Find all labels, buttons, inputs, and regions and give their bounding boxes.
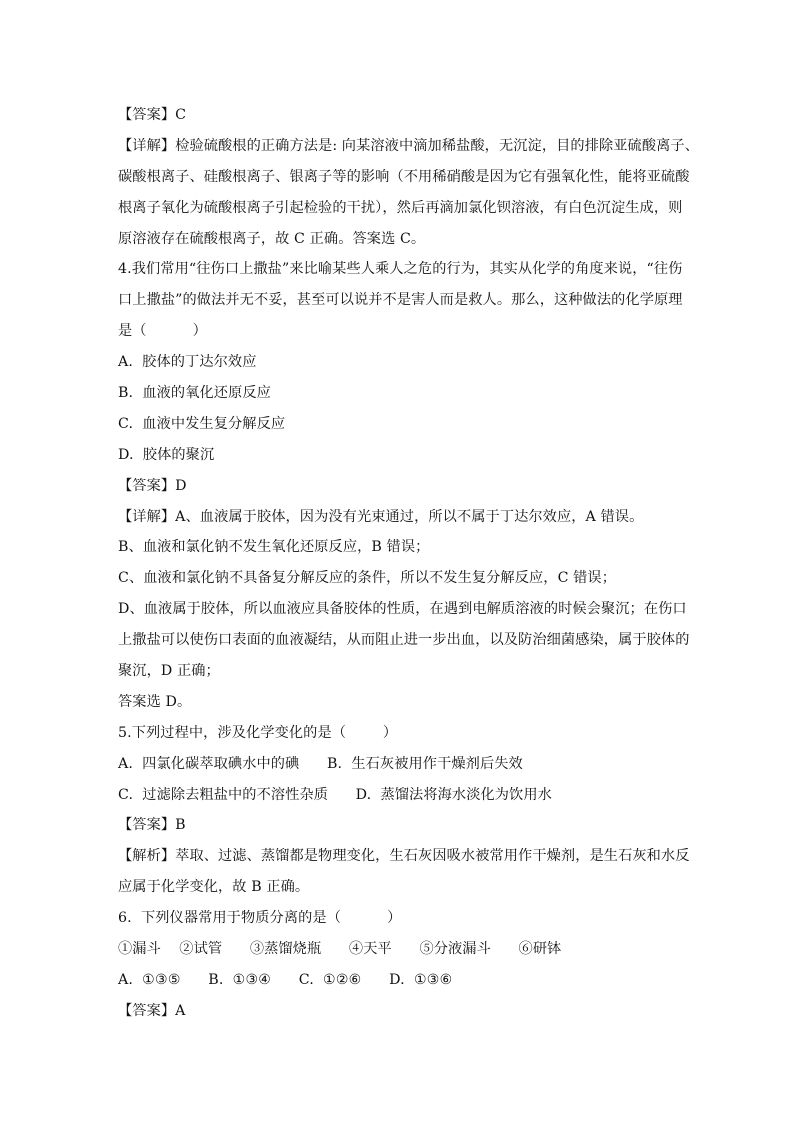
explanation-q4-line-1: 【详解】A、血液属于胶体，因为没有光束通过，所以不属于丁达尔效应，A 错误。 [118,508,644,525]
question-4-option-d: D. 胶体的聚沉 [118,446,215,463]
question-4-option-a: A. 胶体的丁达尔效应 [118,354,257,371]
question-6-options: A. ①③⑤ B. ①③④ C. ①②⑥ D. ①③⑥ [118,971,453,988]
explanation-q4-line-4: D、血液属于胶体，所以血液应具备胶体的性质，在遇到电解质溶液的时候会聚沉；在伤口 [118,601,687,618]
explanation-q3-line-4: 原溶液存在硫酸根离子，故 C 正确。答案选 C。 [118,230,426,247]
question-4-option-b: B. 血液的氧化还原反应 [118,385,271,402]
answer-q3: 【答案】C [118,107,187,123]
explanation-q4-line-5: 上撒盐可以使伤口表面的血液凝结，从而阻止进一步出血，以及防治细菌感染，属于胶体的 [118,632,690,649]
explanation-q4-line-3: C、血液和氯化钠不具备复分解反应的条件，所以不发生复分解反应，C 错误； [118,570,617,587]
question-4-line-1: 4.我们常用“往伤口上撒盐”来比喻某些人乘人之危的行为，其实从化学的角度来说，“往伤 [118,261,683,278]
analysis-q5-line-1: 【解析】萃取、过滤、蒸馏都是物理变化，生石灰因吸水被常用作干燥剂，是生石灰和水反 [118,848,690,865]
question-5-options-cd: C. 过滤除去粗盐中的不溶性杂质 D. 蒸馏法将海水淡化为饮用水 [118,786,552,803]
explanation-q4-line-6: 聚沉，D 正确； [118,663,220,680]
question-6-instruments: ①漏斗 ②试管 ③蒸馏烧瓶 ④天平 ⑤分液漏斗 ⑥研钵 [118,941,562,958]
question-6: 6. 下列仪器常用于物质分离的是（ ） [118,910,402,927]
document-body [118,100,699,1027]
answer-q6: 【答案】A [118,1002,186,1019]
answer-q5: 【答案】B [118,817,186,834]
explanation-q3-line-3: 根离子氧化为硫酸根离子引起检验的干扰），然后再滴加氯化钡溶液，有白色沉淀生成，则 [118,199,683,216]
explanation-q3-line-2: 碳酸根离子、硅酸根离子、银离子等的影响（不用稀硝酸是因为它有强氧化性，能将亚硫酸 [118,168,690,185]
explanation-q4-line-2: B、血液和氯化钠不发生氧化还原反应，B 错误； [118,539,430,556]
question-4-line-3: 是（ ） [118,323,207,340]
explanation-q3-line-1: 【详解】检验硫酸根的正确方法是: 向某溶液中滴加稀盐酸，无沉淀，目的排除亚硫酸离子、 [118,137,699,154]
question-5-options-ab: A. 四氯化碳萃取碘水中的碘 B. 生石灰被用作干燥剂后失效 [118,755,523,772]
explanation-q4-line-7: 答案选 D。 [118,693,192,710]
question-5: 5.下列过程中，涉及化学变化的是（ ） [118,724,398,741]
question-4-option-c: C. 血液中发生复分解反应 [118,415,286,432]
analysis-q5-line-2: 应属于化学变化，故 B 正确。 [118,879,310,896]
question-4-line-2: 口上撒盐”的做法并无不妥，甚至可以说并不是害人而是救人。那么，这种做法的化学原理 [118,292,683,309]
answer-q4: 【答案】D [118,477,187,494]
